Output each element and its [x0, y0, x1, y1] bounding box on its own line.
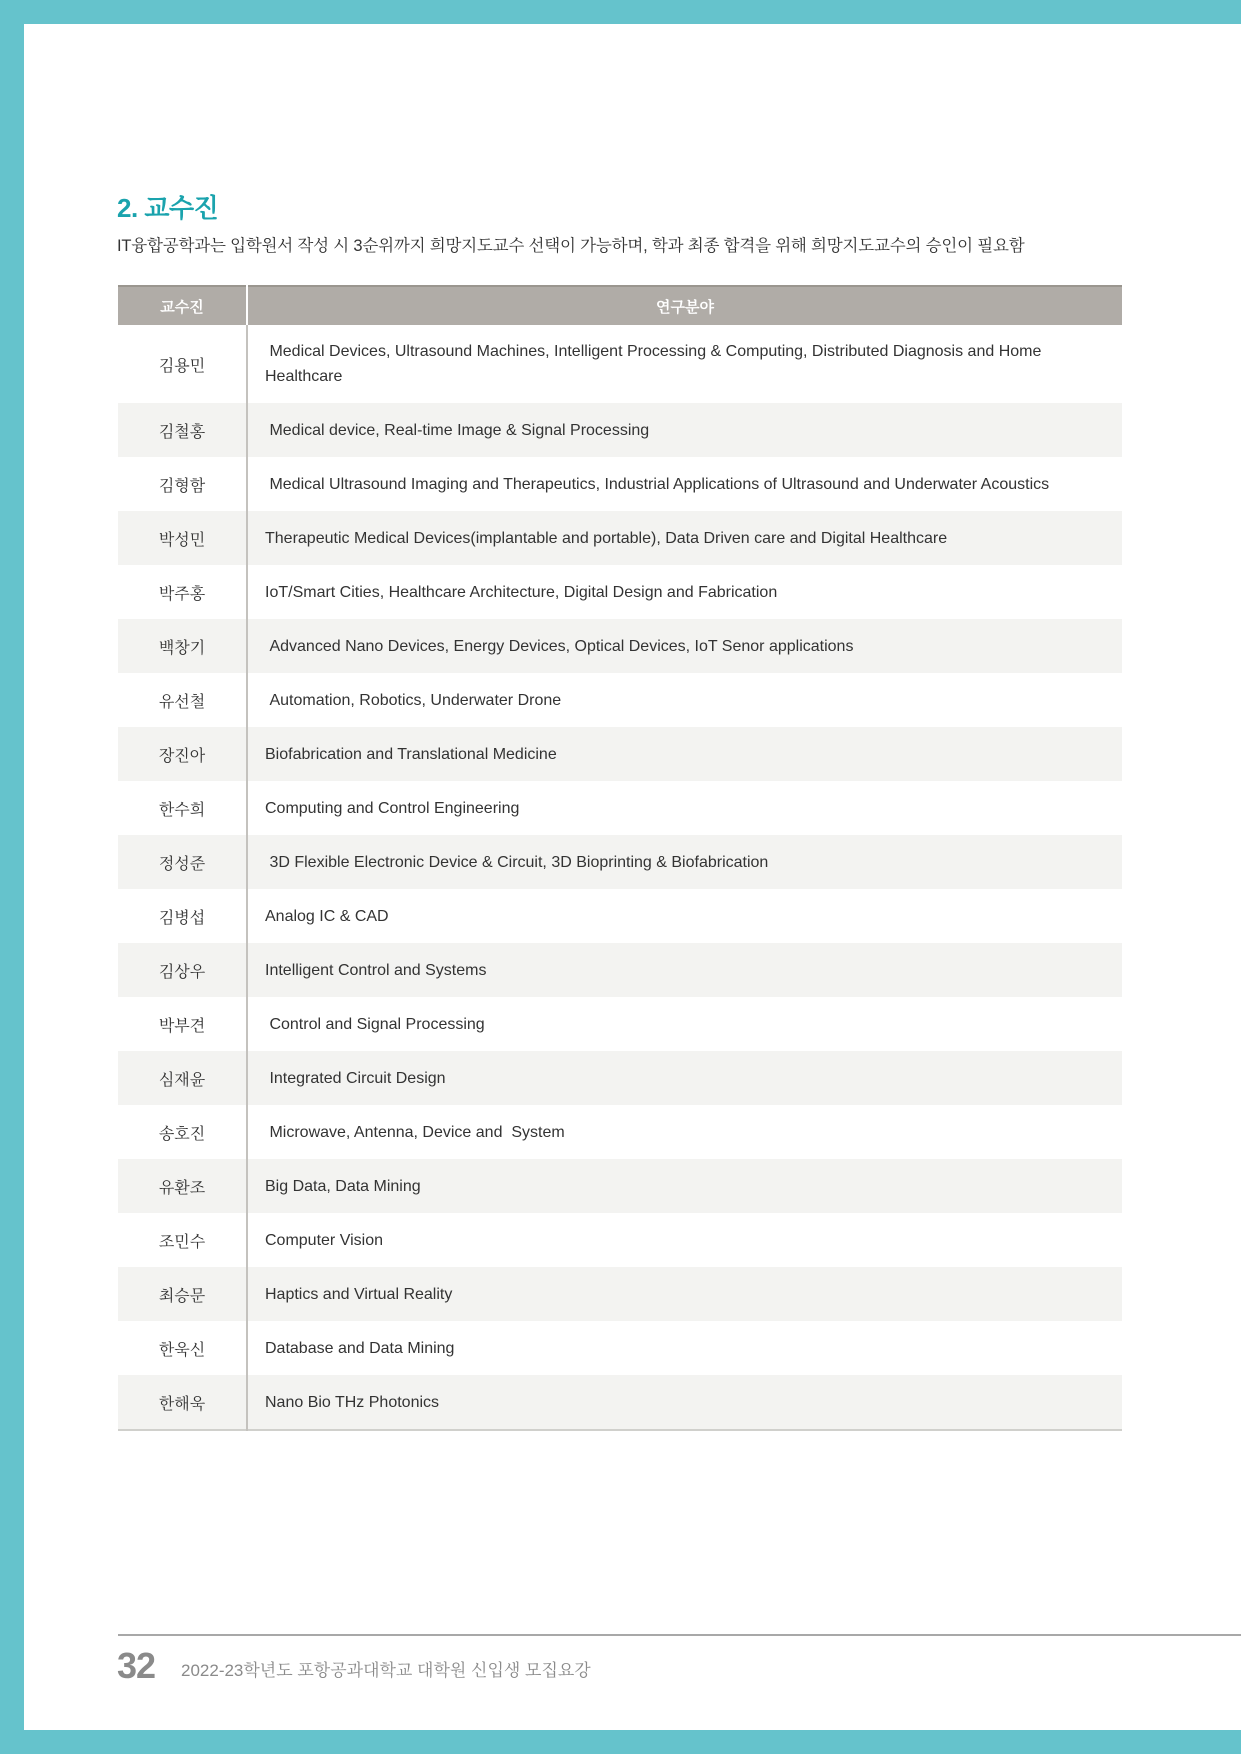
faculty-name: 박부견: [118, 997, 247, 1051]
research-field: Big Data, Data Mining: [247, 1159, 1122, 1213]
table-row: [118, 835, 1122, 889]
research-field: Analog IC & CAD: [265, 907, 389, 925]
research-field: Haptics and Virtual Reality: [247, 1267, 1122, 1321]
faculty-name: 한해욱: [118, 1375, 247, 1430]
table-row: [118, 673, 1122, 727]
research-field: Integrated Circuit Design: [247, 1051, 1122, 1105]
research-field: Advanced Nano Devices, Energy Devices, Optical Devices, IoT Senor applications: [247, 619, 1122, 673]
faculty-name: 김형함: [118, 457, 247, 511]
table-row: [118, 511, 1122, 565]
research-field: Automation, Robotics, Underwater Drone: [265, 691, 562, 709]
table-row: [118, 457, 1122, 511]
table-row: [118, 1267, 1122, 1321]
research-field: Microwave, Antenna, Device and System: [265, 1123, 565, 1141]
research-field: Database and Data Mining: [265, 1339, 455, 1357]
research-field: Nano Bio THz Photonics: [247, 1375, 1122, 1430]
faculty-name: 김상우: [118, 943, 247, 997]
table-row: [118, 1105, 1122, 1159]
faculty-name: 한욱신: [118, 1321, 247, 1375]
footer-title: 2022-23학년도 포항공과대학교 대학원 신입생 모집요강: [181, 1661, 591, 1680]
page-number: 32: [117, 1645, 156, 1686]
page-frame-top: [0, 0, 1241, 24]
table-row: [118, 1159, 1122, 1213]
faculty-name: 심재윤: [118, 1051, 247, 1105]
faculty-name: 송호진: [118, 1105, 247, 1159]
research-field: Medical Ultrasound Imaging and Therapeutics, Industrial Applications of Ultrasound and Underwater Acoustics: [265, 475, 1050, 493]
footer-divider: [118, 1634, 1241, 1636]
faculty-name: 유선철: [118, 673, 247, 727]
header-row: [118, 286, 1122, 325]
table-row: [118, 403, 1122, 457]
research-field: 3D Flexible Electronic Device & Circuit, 3D Bioprinting & Biofabrication: [247, 835, 1122, 889]
faculty-name: 최승문: [118, 1267, 247, 1321]
research-field: Therapeutic Medical Devices(implantable and portable), Data Driven care and Digital Healthcare: [247, 511, 1122, 565]
page-frame-left: [0, 0, 24, 1754]
table-row: [118, 727, 1122, 781]
table-header: [118, 286, 1122, 325]
research-field: Control and Signal Processing: [265, 1015, 485, 1033]
section-title: 2. 교수진: [117, 193, 219, 223]
page-frame-bottom: [0, 1730, 1241, 1754]
faculty-name: 김용민: [118, 325, 247, 403]
table-row: [118, 619, 1122, 673]
table-row: [118, 565, 1122, 619]
table-row: [118, 1375, 1122, 1430]
table-row: [118, 781, 1122, 835]
research-field: Medical Devices, Ultrasound Machines, Intelligent Processing & Computing, Distributed Diagnosis and Home Healthcare: [265, 343, 1046, 385]
faculty-name: 정성준: [118, 835, 247, 889]
research-field: Medical device, Real-time Image & Signal Processing: [247, 403, 1122, 457]
column-header-faculty: 교수진: [118, 286, 247, 325]
table-body: [118, 325, 1122, 1430]
table-row: [118, 1321, 1122, 1375]
faculty-name: 김병섭: [118, 889, 247, 943]
research-field: Intelligent Control and Systems: [247, 943, 1122, 997]
table-row: [118, 943, 1122, 997]
table-row: [118, 325, 1122, 403]
research-field: Computer Vision: [265, 1231, 383, 1249]
faculty-table: [118, 285, 1122, 1431]
faculty-name: 한수희: [118, 781, 247, 835]
column-header-research-field: 연구분야: [247, 286, 1122, 325]
table-row: [118, 997, 1122, 1051]
faculty-name: 백창기: [118, 619, 247, 673]
research-field: IoT/Smart Cities, Healthcare Architecture, Digital Design and Fabrication: [265, 583, 778, 601]
table-row: [118, 889, 1122, 943]
faculty-name: 김철홍: [118, 403, 247, 457]
faculty-name: 유환조: [118, 1159, 247, 1213]
faculty-name: 박주홍: [118, 565, 247, 619]
table-row: [118, 1213, 1122, 1267]
section-description: IT융합공학과는 입학원서 작성 시 3순위까지 희망지도교수 선택이 가능하며, 학과 최종 합격을 위해 희망지도교수의 승인이 필요함: [117, 237, 1025, 255]
table-row: [118, 1051, 1122, 1105]
faculty-name: 조민수: [118, 1213, 247, 1267]
faculty-name: 장진아: [118, 727, 247, 781]
research-field: Biofabrication and Translational Medicine: [247, 727, 1122, 781]
research-field: Computing and Control Engineering: [265, 799, 520, 817]
faculty-name: 박성민: [118, 511, 247, 565]
